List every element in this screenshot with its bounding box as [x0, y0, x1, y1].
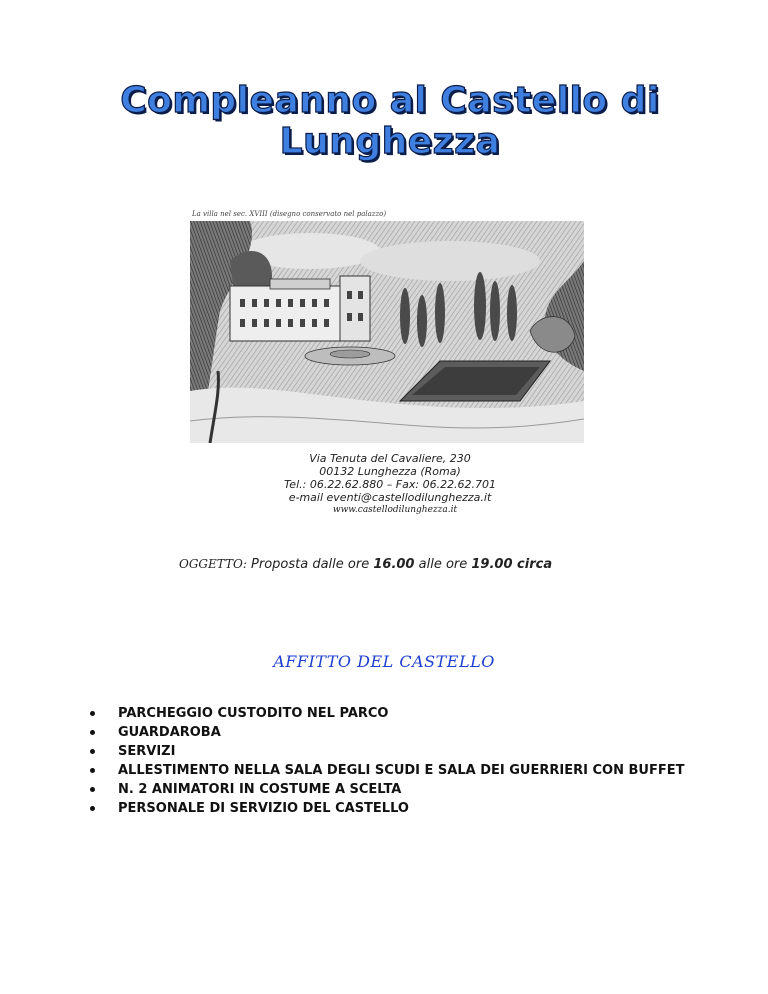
address-city: 00132 Lunghezza (Roma) — [319, 465, 461, 478]
bullet-icon — [90, 806, 95, 811]
subject-label: OGGETTO: — [179, 557, 247, 571]
list-item: GUARDAROBA — [90, 723, 700, 742]
services-list — [90, 704, 700, 818]
list-item: PARCHEGGIO CUSTODITO NEL PARCO — [90, 704, 700, 723]
subject-text-2: alle ore — [418, 557, 468, 572]
subject-line — [179, 557, 552, 572]
castle-engraving-image — [190, 221, 584, 443]
bullet-icon — [90, 768, 95, 773]
image-caption: La villa nel sec. XVIII (disegno conservato nel palazzo) — [192, 210, 387, 218]
list-item: ALLESTIMENTO NELLA SALA DEGLI SCUDI E SALA DEI GUERRIERI CON BUFFET — [90, 761, 700, 780]
address-street: Via Tenuta del Cavaliere, 230 — [309, 452, 471, 465]
contact-address — [260, 452, 520, 517]
bullet-icon — [90, 711, 95, 716]
address-phone: Tel.: 06.22.62.880 – Fax: 06.22.62.701 — [283, 478, 497, 491]
list-item: SERVIZI — [90, 742, 700, 761]
subject-time-start: 16.00 — [373, 557, 415, 572]
subject-time-end: 19.00 circa — [471, 557, 553, 572]
bullet-icon — [90, 749, 95, 754]
section-title: AFFITTO DEL CASTELLO — [273, 652, 495, 671]
page-title: Compleanno al Castello di Lunghezza — [120, 80, 660, 162]
list-item: N. 2 ANIMATORI IN COSTUME A SCELTA — [90, 780, 700, 799]
bullet-icon — [90, 730, 95, 735]
subject-text-1: Proposta dalle ore — [251, 557, 370, 572]
address-website: www.castellodilunghezza.it — [332, 505, 458, 515]
bullet-icon — [90, 787, 95, 792]
list-item: PERSONALE DI SERVIZIO DEL CASTELLO — [90, 799, 700, 818]
address-email: e-mail eventi@castellodilunghezza.it — [288, 491, 492, 504]
